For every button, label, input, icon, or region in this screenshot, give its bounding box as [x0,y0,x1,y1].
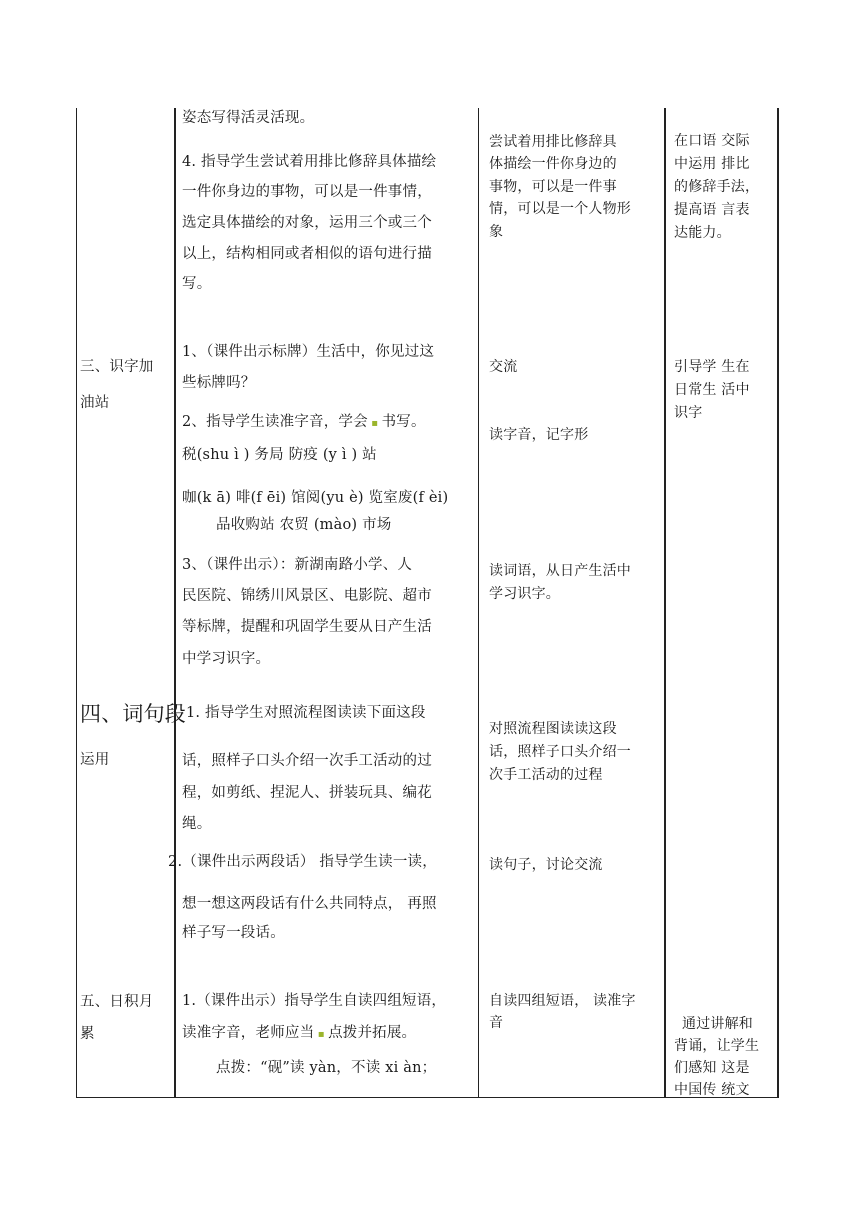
text-line: 对照流程图读读这段 [489,721,617,737]
text-line: 民医院、锦绣川风景区、电影院、超市 [182,588,432,604]
text-line: 写。 [182,276,212,292]
text-segment: .（课件出示两段话） 指导学生读一读， [177,854,437,870]
text-line: 识字 [674,405,703,421]
text-line: 姿态写得活灵活现。 [182,110,315,126]
pinyin-line: 税(shu ì ) 务局 防疫 (y ì ) 站 [182,447,377,463]
text-line: 提高语 言表 [674,202,750,218]
text-segment: 2、指导学生读准字音，学会 [182,414,368,430]
section-4-title-cont: 运用 [80,752,110,768]
text-line: 日常生 活中 [674,382,750,398]
text-line: 达能力。 [674,225,731,241]
text-line: 交流 [489,359,518,375]
table-border-right [777,108,779,1098]
text-line: 的修辞手法， [674,179,760,195]
text-line: 些标牌吗？ [182,375,256,391]
section-3-title-cont: 油站 [80,395,110,411]
text-line: 学习识字。 [489,586,560,602]
text-line: 想一想这两段话有什么共同特点， 再照 [182,896,437,912]
text-line: 选定具体描绘的对象，运用三个或三个 [182,215,432,231]
text-line: 一件你身边的事物，可以是一件事情， [182,184,432,200]
text-line: 次手工活动的过程 [489,767,603,783]
edit-mark: ▪ [367,418,382,429]
section-4-title: 四、词句段 [80,702,186,726]
text-line: 音 [489,1015,504,1031]
text-segment: 读准字音，老师应当 [182,1025,315,1041]
text-line: 读句子，讨论交流 [489,857,603,873]
text-line: 话，照样子口头介绍一次手工活动的过 [182,753,432,769]
text-line: 1.（课件出示）指导学生自读四组短语， [182,993,447,1009]
text-line: 引导学 生在 [674,359,750,375]
table-divider-1 [174,108,176,1098]
text-line: 体描绘一件你身边的 [489,156,617,172]
table-border-bottom [76,1097,778,1098]
table-divider-3 [664,108,666,1098]
section-3-title: 三、识字加 [80,359,154,375]
text-line: 等标牌，提醒和巩固学生要从日产生活 [182,619,432,635]
text-line: 中国传 统文 [674,1082,750,1098]
text-line: 中学习识字。 [182,651,271,667]
text-line: 点拨：“砚”读 yàn，不读 xi àn； [216,1060,437,1076]
section-5-title: 五、日积月 [80,994,154,1010]
text-line: 1. 指导学生对照流程图读读下面这段 [186,705,426,721]
text-line: 程，如剪纸、捏泥人、拼装玩具、编花 [182,785,432,801]
table-border-left [76,108,77,1098]
text-line: 1、（课件出示标牌）生活中，你见过这 [182,344,435,360]
text-line: 话，照样子口头介绍一 [489,744,631,760]
text-line: 绳。 [182,816,212,832]
text-line: 以上，结构相同或者相似的语句进行描 [182,246,432,262]
text-segment: 点拨并拓展。 [328,1025,417,1041]
text-line [182,408,472,438]
text-line: 象 [489,224,504,240]
text-line: 背诵，让学生 [674,1038,760,1054]
text-line: 读字音，记字形 [489,427,589,443]
text-line: 3、（课件出示）：新湖南路小学、人 [182,557,413,573]
text-line: 通过讲解和 [682,1016,753,1032]
text-line: 读词语，从日产生活中 [489,563,631,579]
text-line: 情，可以是一个人物形 [489,201,631,217]
list-number: 2 [168,854,178,870]
text-line: 中运用 排比 [674,156,750,172]
text-line: 在口语 交际 [674,133,750,149]
text-line: 4. 指导学生尝试着用排比修辞具体描绘 [182,154,437,170]
text-line: 自读四组短语， 读准字 [489,993,636,1009]
text-line: 尝试着用排比修辞具 [489,134,617,150]
section-5-title-cont: 累 [80,1026,95,1042]
pinyin-line: 品收购站 农贸 (mào) 市场 [216,517,392,533]
text-line [182,1019,472,1049]
pinyin-line: 咖(k ā) 啡(f ēi) 馆阅(yu è) 览室废(f èi) [182,490,449,506]
text-line [168,848,458,876]
text-line: 样子写一段话。 [182,925,285,941]
edit-mark: ▪ [314,1029,329,1040]
text-line: 事物，可以是一件事 [489,179,617,195]
text-segment: 书写。 [381,414,426,430]
text-line: 们感知 这是 [674,1060,750,1076]
table-divider-2 [478,108,479,1098]
